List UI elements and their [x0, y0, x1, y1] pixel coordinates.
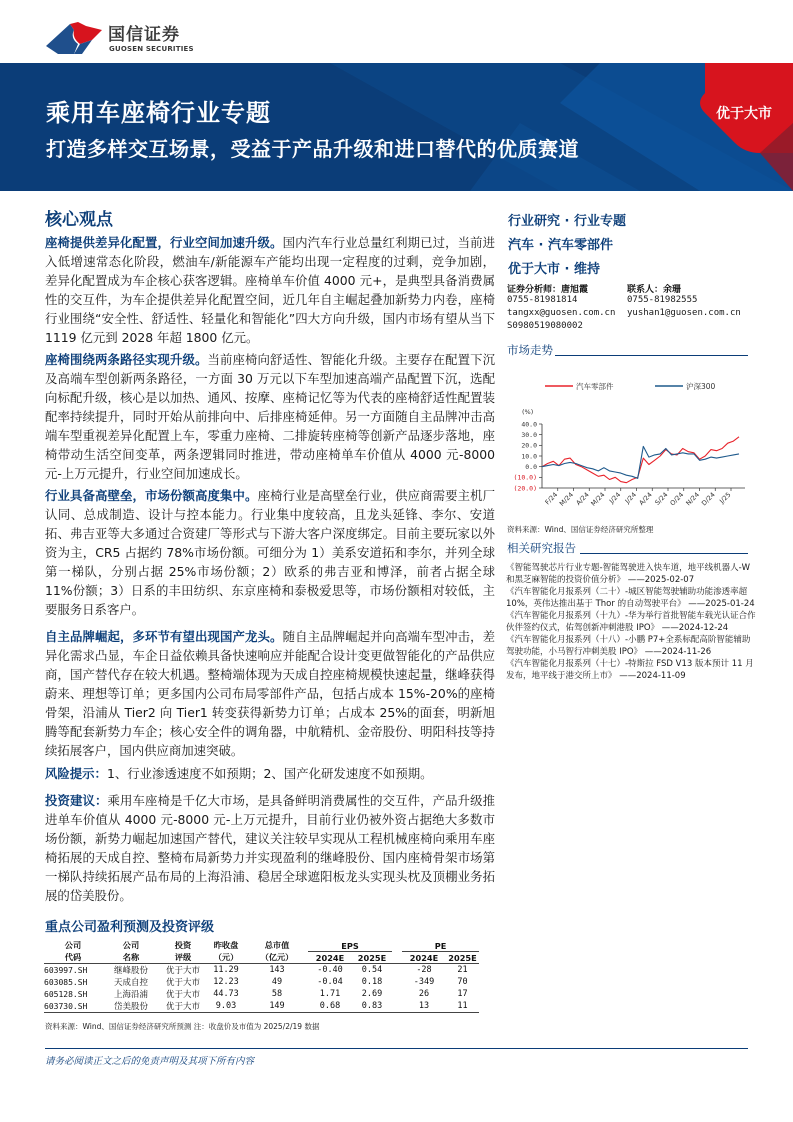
report-date: ——2025-02-07	[627, 575, 695, 586]
risk-warning	[45, 764, 495, 783]
header-rating-2: 评级	[160, 952, 206, 964]
related-report[interactable]	[506, 658, 756, 682]
related-report[interactable]	[506, 562, 756, 586]
contact-label: 联系人：余珊	[627, 285, 682, 295]
report-title-link[interactable]: 《汽车智能化月报系列（十八）-小鹏 P7+全系标配高阶智能辅助驾驶功能，小马智行冲刺美股 IPO》	[506, 635, 751, 658]
cell-pe-2025: 21	[457, 965, 468, 975]
cell-pe-2024: 13	[402, 1000, 446, 1013]
paragraph-text: 当前座椅向舒适性、智能化升级。主要存在配置下沉及高端车型创新两条路径，一方面 30 万元以下车型加速高端产品配置下沉，选配向标配升级，核心是以加热、通风、按摩、座椅记忆等为代表的座椅舒适性配置装配率持续提升，同时开始从前排向中、后排座椅延伸。另一方面随自主品牌冲击高端车型重视差异化配置上车，零重力座椅、二排旋转座椅等创新产品逐步落地，座椅带动生活空间变革，两条逻辑同时推进，带动座椅单车价值从 4000 元-8000 元-上万元提升，行业空间加速成长。	[45, 352, 496, 481]
paragraph-lead: 行业具备高壁垒，市场份额高度集中。	[45, 488, 258, 503]
contact-phone: 0755-81982555	[627, 295, 698, 305]
cell-price: 11.29	[213, 965, 239, 975]
paragraph-text: 国内汽车行业总量红利期已过，当前进入低增速常态化阶段，燃油车/新能源车产能均出现一定程度的过剩，竞争加剧，差异化配置成为车企核心获客逻辑。座椅单车价值 4000 元+，是典型具备消费属性的交互件，为车企提供差异化配置空间，近几年自主崛起叠加新势力内卷，座椅行业围绕“安全性、舒适性、轻量化和智能化”四大方向升级，国内市场有望从当下 1119 亿元到 2028 年超 1800 亿元。	[45, 235, 496, 345]
header-name-1: 公司	[122, 940, 140, 951]
guosen-logo-icon	[44, 18, 106, 56]
analyst-label: 证券分析师：唐旭霞	[507, 285, 589, 295]
header-eps-2024: 2024E	[308, 952, 352, 964]
table-row	[44, 1000, 479, 1013]
cell-price: 12.23	[213, 977, 239, 987]
table-heading: 重点公司盈利预测及投资评级	[45, 920, 215, 935]
core-view-paragraph-2	[45, 350, 495, 483]
report-title-link[interactable]: 《汽车智能化月报系列（十九）-华为举行首批智能车载光认证合作伙伴签约仪式，佑驾创新冲刺港股 IPO》	[506, 611, 756, 634]
y-tick-label: 10.0	[521, 452, 537, 461]
x-tick-label: J/25	[717, 490, 733, 506]
report-date: ——2024-11-09	[619, 671, 686, 682]
cell-eps-2024: 1.71	[319, 989, 341, 999]
x-tick-label: A/24	[637, 490, 654, 507]
cell-pe-2025: 70	[457, 977, 468, 987]
report-date: ——2024-12-24	[661, 623, 729, 634]
table-row	[44, 988, 479, 1000]
y-tick-label: (10.0)	[513, 473, 537, 482]
cell-mktcap: 49	[271, 977, 283, 987]
header-eps: EPS	[308, 940, 392, 952]
cell-code: 603085.SH	[44, 977, 88, 987]
report-title-link[interactable]: 《智能驾驶芯片行业专题-智能驾驶进入快车道，地平线机器人-W和黑芝麻智能的投资价值分析》	[506, 563, 751, 586]
footer-divider	[45, 1048, 748, 1049]
report-title: 乘用车座椅行业专题	[46, 99, 271, 127]
header-name-2: 名称	[102, 952, 160, 964]
related-report[interactable]	[506, 634, 756, 658]
title-banner	[0, 63, 793, 191]
analyst-license: S0980519080002	[507, 321, 583, 331]
legend-label: 沪深300	[686, 382, 716, 391]
y-tick-label: (20.0)	[513, 484, 537, 493]
y-tick-label: 20.0	[521, 441, 537, 450]
cell-eps-2024: -0.40	[317, 965, 343, 975]
cell-eps-2025: 0.83	[352, 1000, 392, 1013]
cell-price: 9.03	[206, 1000, 246, 1013]
cell-name: 上海沿浦	[113, 990, 148, 1000]
cell-mktcap: 149	[246, 1000, 308, 1013]
cell-eps-2025: 0.54	[361, 965, 383, 975]
x-tick-label: S/24	[653, 490, 670, 507]
header-price-2: （元）	[206, 952, 246, 964]
cell-price: 44.73	[213, 989, 239, 999]
market-trend-heading: 市场走势	[507, 343, 553, 357]
y-tick-label: 40.0	[521, 420, 537, 429]
header-eps-2025: 2025E	[352, 952, 392, 964]
core-views-heading: 核心观点	[45, 210, 113, 230]
header-code-2: 代码	[44, 952, 102, 964]
paragraph-lead: 自主品牌崛起，多环节有望出现国产龙头。	[45, 629, 283, 644]
y-axis-label: (%)	[522, 408, 534, 416]
earnings-forecast-table	[44, 940, 479, 1013]
cell-mktcap: 58	[271, 989, 283, 999]
rating-badge: 优于大市	[716, 106, 772, 122]
cell-code: 603997.SH	[44, 965, 88, 975]
header-pe-2025: 2025E	[446, 952, 479, 964]
cell-code: 603730.SH	[44, 1000, 102, 1013]
cell-code: 605128.SH	[44, 989, 88, 999]
header-pe: PE	[402, 940, 479, 952]
divider	[580, 553, 748, 554]
contact-email[interactable]: yushan1@guosen.com.cn	[627, 308, 741, 318]
cell-eps-2025: 2.69	[361, 989, 383, 999]
cell-pe-2024: 26	[418, 989, 430, 999]
analyst-phone: 0755-81981814	[507, 295, 578, 305]
market-trend-chart	[500, 370, 760, 510]
core-view-paragraph-4	[45, 627, 495, 760]
x-tick-label: A/24	[574, 490, 591, 507]
header-rating-1: 投资	[174, 940, 192, 951]
cell-rating: 优于大市	[160, 1000, 206, 1013]
x-tick-label: F/24	[543, 490, 560, 507]
header-pe-2024: 2024E	[402, 952, 446, 964]
cell-eps-2025: 0.18	[361, 977, 383, 987]
paragraph-lead: 座椅提供差异化配置，行业空间加速升级。	[45, 235, 283, 250]
x-tick-label: J/24	[607, 490, 623, 506]
report-title-link[interactable]: 《汽车智能化月报系列（十七）-特斯拉 FSD V13 版本预计 11 月发布，地平线于港交所上市》	[506, 659, 754, 682]
cell-pe-2024: -349	[413, 977, 435, 987]
y-tick-label: 30.0	[521, 430, 537, 439]
cell-name: 天成自控	[113, 978, 148, 988]
header-code-1: 公司	[64, 940, 82, 951]
chart-source: 资料来源：Wind、国信证券经济研究所整理	[507, 525, 654, 534]
cell-pe-2025: 11	[446, 1000, 479, 1013]
divider	[555, 355, 748, 356]
paragraph-text: 座椅行业是高壁垒行业，供应商需要主机厂认同、总成制造、设计与控本能力。行业集中度较高，且龙头延锋、李尔、安道拓、弗吉亚等大多通过合资建厂等形式与下游大客户深度绑定。目前主要玩家以外资为主，CR5 占据约 78%市场份额。可细分为 1）美系安道拓和李尔，并列全球第一梯队，分别占据 25%市场份额；2）欧系的弗吉亚和博泽，前者占据全球 11%份额；3）日系的丰田纺织、东京座椅和泰极爱思等，市场份额相对较低，主要服务日系客户。	[45, 488, 496, 617]
report-title-link[interactable]: 《汽车智能化月报系列（二十）-城区智能驾驶辅助功能渗透率超 10%，英伟达推出基于 Thor 的自动驾驶平台》	[506, 587, 748, 610]
core-view-paragraph-3	[45, 486, 495, 619]
cell-eps-2024: 0.68	[308, 1000, 352, 1013]
header-price-1: 昨收盘	[213, 940, 239, 951]
paragraph-text: 1、行业渗透速度不如预期；2、国产化研发速度不如预期。	[106, 766, 433, 781]
cell-mktcap: 143	[269, 965, 285, 975]
core-view-paragraph-1	[45, 233, 495, 347]
legend-label: 汽车零部件	[576, 382, 614, 391]
report-date: ——2024-11-26	[644, 647, 712, 658]
x-tick-label: O/24	[668, 490, 686, 508]
paragraph-lead: 投资建议：	[45, 793, 108, 808]
guosen-logo	[44, 18, 194, 58]
paragraph-text: 乘用车座椅是千亿大市场，是具备鲜明消费属性的交互件，产品升级推进单车价值从 4000 元-8000 元-上万元提升，目前行业仍被外资占据绝大多数市场份额，新势力崛起加速国产替代，建议关注较早实现从工程机械座椅向乘用车座椅拓展的天成自控、整椅布局新势力并实现盈利的继峰股份、国内座椅骨架市场第一梯队持续拓展产品布局的上海沿浦、稳居全球遮阳板龙头实现头枕及顶棚业务拓展的岱美股份。	[45, 793, 495, 903]
footer-disclaimer: 请务必阅读正文之后的免责声明及其项下所有内容	[45, 1056, 255, 1067]
cell-rating: 优于大市	[165, 990, 200, 1000]
related-research-heading: 相关研究报告	[507, 541, 576, 555]
cell-name: 岱美股份	[102, 1000, 160, 1013]
cell-rating: 优于大市	[165, 966, 200, 976]
cell-pe-2025: 17	[457, 989, 468, 999]
table-row	[44, 976, 479, 988]
report-category: 行业研究 · 行业专题	[508, 214, 626, 229]
brand-name-en: GUOSEN SECURITIES	[109, 45, 194, 53]
analyst-email[interactable]: tangxx@guosen.com.cn	[507, 308, 616, 318]
table-source: 资料来源：Wind、国信证券经济研究所预测 注：收盘价及市值为 2025/2/19 数据	[45, 1022, 320, 1031]
report-date: ——2025-01-24	[688, 599, 755, 610]
cell-pe-2024: -28	[416, 965, 432, 975]
brand-name-cn: 国信证券	[108, 25, 180, 45]
industry-tag: 汽车 · 汽车零部件	[508, 238, 613, 253]
table-row	[44, 964, 479, 977]
related-report[interactable]	[506, 610, 756, 634]
report-subtitle: 打造多样交互场景，受益于产品升级和进口替代的优质赛道	[46, 137, 579, 161]
x-tick-label: M/24	[557, 490, 575, 508]
investment-advice	[45, 791, 495, 905]
x-tick-label: M/24	[589, 490, 607, 508]
rating-tag: 优于大市 · 维持	[508, 262, 600, 277]
paragraph-text: 随自主品牌崛起并向高端车型冲击，差异化需求凸显，车企日益依赖具备快速响应并能配合设计变更做智能化的产品供应商，国产替代存在较大机遇。整椅端体现为天成自控座椅规模快速起量，继峰获得蔚来、理想等订单；更多国内公司布局零部件产品，包括占成本 15%-20%的座椅骨架，沿浦从 Tier2 向 Tier1 转变获得新势力订单；占成本 25%的面套，明新旭腾等配套新势力车企；核心安全件的调角器，中航精机、金帝股份、明阳科技等持续拓展客户，国内供应商加速突破。	[45, 629, 496, 758]
x-tick-label: D/24	[700, 490, 717, 508]
related-report[interactable]	[506, 586, 756, 610]
header-mktcap-1: 总市值	[264, 940, 290, 951]
header-mktcap-2: （亿元）	[246, 952, 308, 964]
cell-name: 继峰股份	[113, 966, 148, 976]
cell-rating: 优于大市	[165, 978, 200, 988]
cell-eps-2024: -0.04	[317, 977, 343, 987]
x-tick-label: J/24	[623, 490, 638, 506]
paragraph-lead: 风险提示：	[45, 766, 107, 781]
y-tick-label: 0.0	[525, 462, 537, 471]
x-tick-label: N/24	[684, 490, 701, 508]
paragraph-lead: 座椅围绕两条路径实现升级。	[45, 352, 208, 367]
